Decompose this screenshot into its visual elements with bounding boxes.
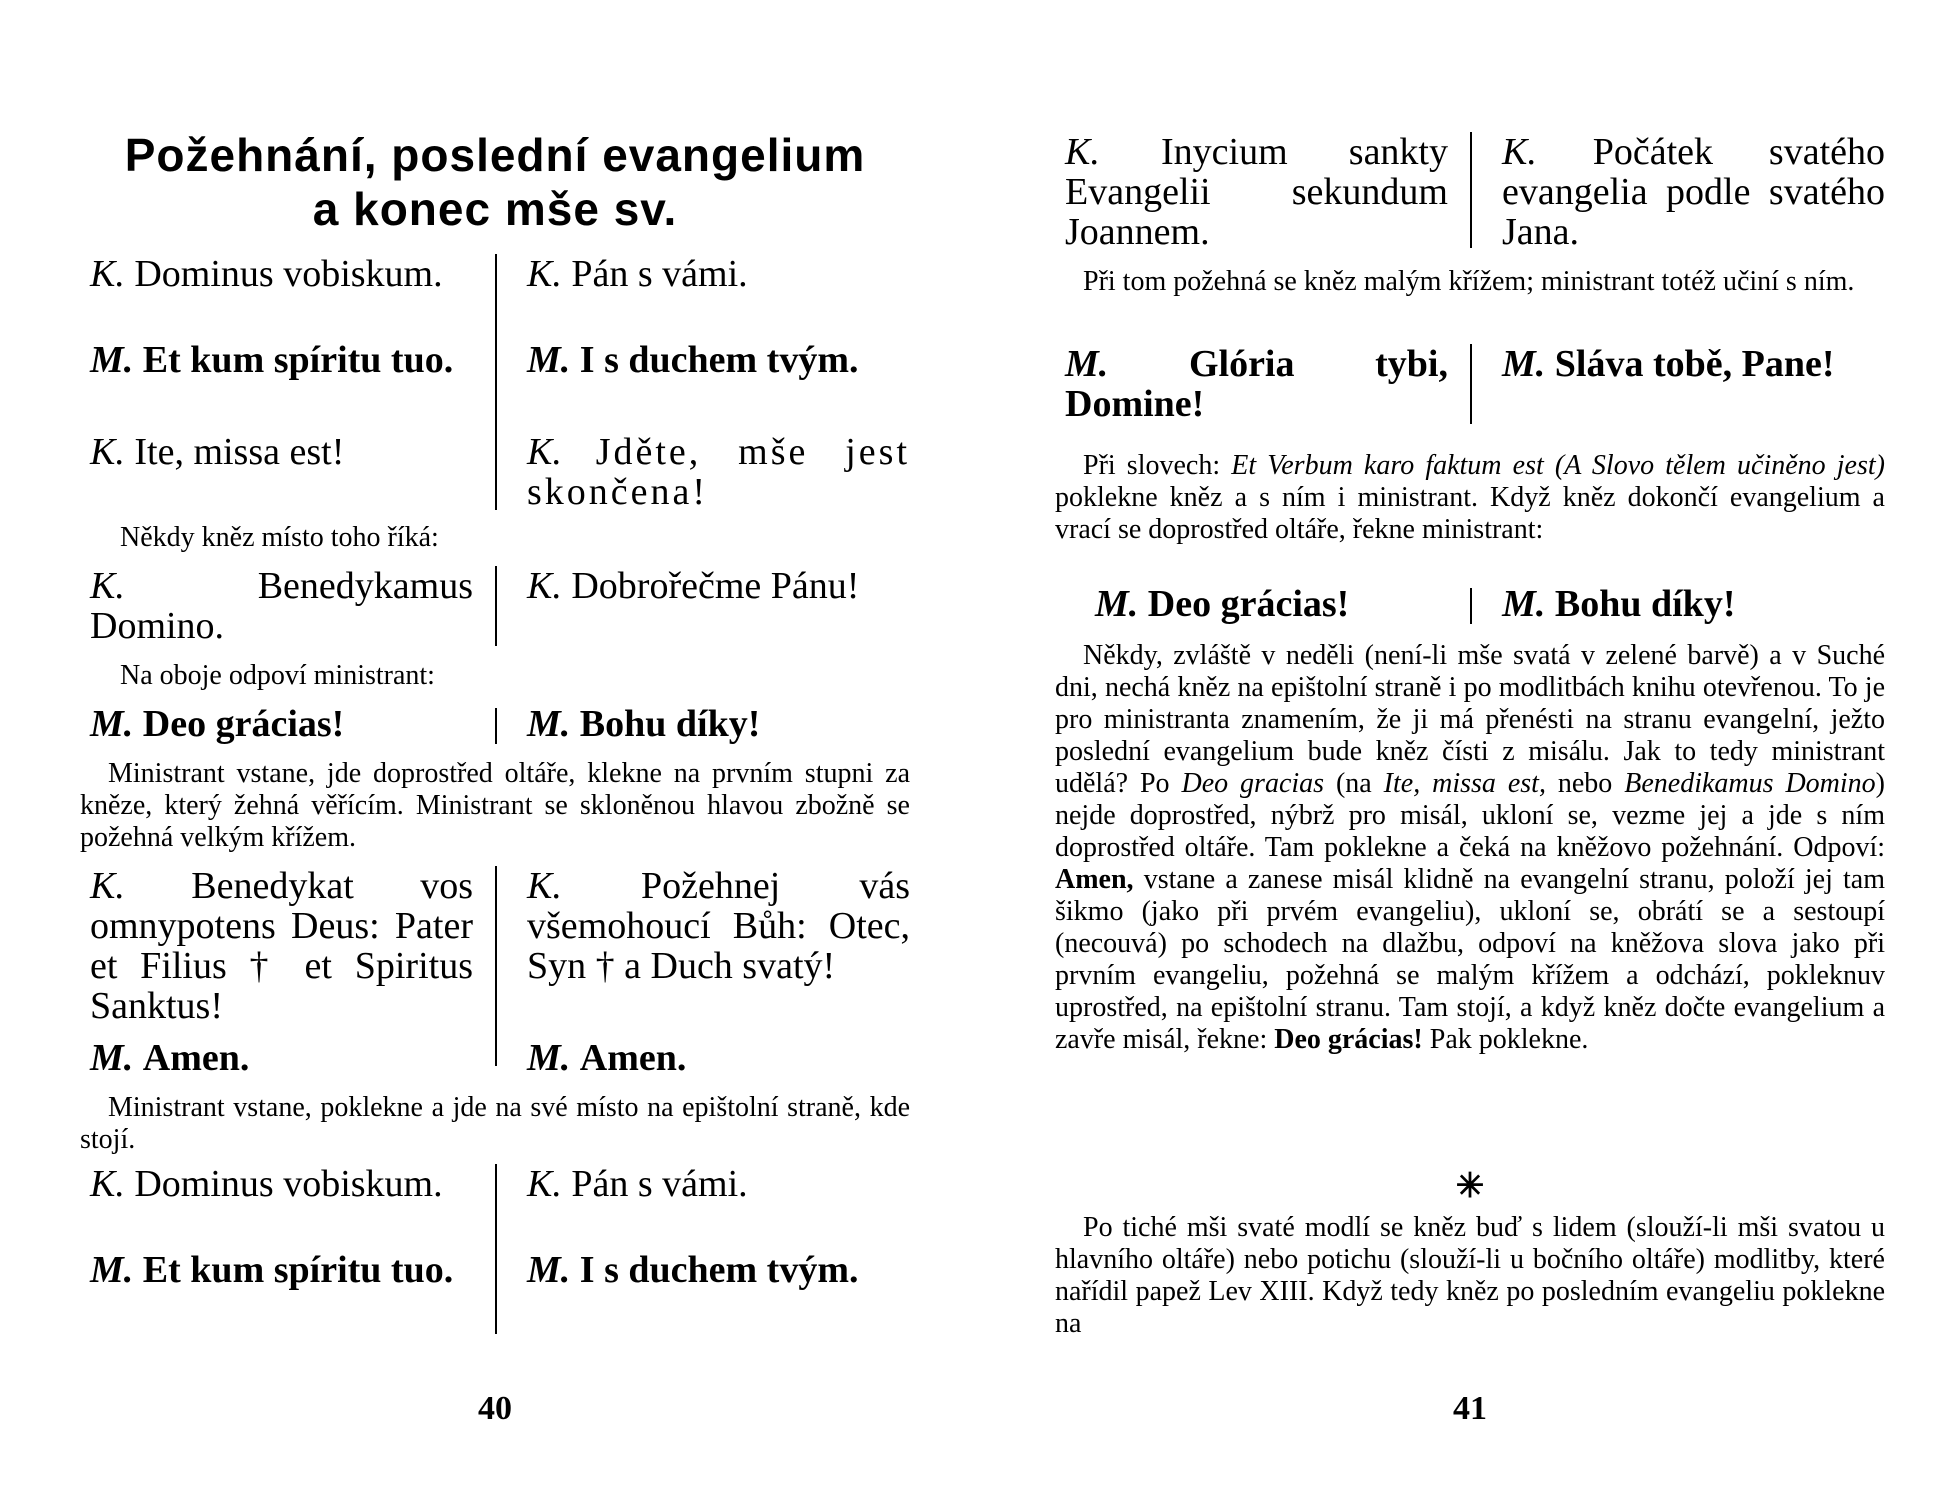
czech-column — [519, 866, 910, 1084]
speaker-k: K. — [1065, 131, 1100, 173]
speaker-m: M. — [90, 339, 134, 381]
czech-line: I s duchem tvým. — [579, 339, 859, 381]
speaker-m: M. — [1502, 583, 1546, 625]
para-text: vstane a zanese misál klidně na evangelní stranu, položí jej tam šikmo (jako při prvém evangeliu), ukloní se, obrátí se a sestoupí (necouvá) po schodech na dlažbu, odpoví na kněžova slova jako při prvním evangeliu, požehná se malým křížem a odchází, pokleknuv uprostřed, na epištolní stranu. Tam stojí, a když kněz dočte evangelium a zavře misál, řekne: — [1055, 864, 1885, 1055]
para-text: nebo — [1545, 768, 1625, 799]
czech-column — [519, 566, 910, 652]
speaker-k: K. — [527, 565, 562, 607]
speaker-m: M. — [527, 1037, 571, 1079]
latin-line: Deo grácias! — [142, 703, 345, 745]
czech-line: Pán s vámi. — [571, 253, 748, 295]
czech-column — [519, 704, 910, 750]
latin-line: Inycium sankty Evangelii sekundum Joannem. — [1065, 131, 1448, 253]
speaker-k: K. — [90, 565, 125, 607]
dialogue-block-r1 — [1055, 132, 1885, 258]
column-divider — [495, 1164, 497, 1334]
czech-line: I s duchem tvým. — [579, 1249, 859, 1291]
speaker-m: M. — [90, 703, 134, 745]
speaker-m: M. — [90, 1249, 134, 1291]
latin-line: Et kum spíritu tuo. — [142, 339, 454, 381]
speaker-m: M. — [527, 703, 571, 745]
czech-line: Amen. — [579, 1037, 687, 1079]
latin-line: Benedykamus Domino. — [90, 565, 473, 647]
para-italic: Ite, missa est, — [1383, 768, 1546, 799]
speaker-k: K. — [527, 865, 562, 907]
rubric-note — [80, 1092, 910, 1156]
latin-line: Dominus vobiskum. — [134, 253, 443, 295]
latin-line: Benedykat vos omnypotens Deus: Pater et Filius † et Spiritus Sanktus! — [90, 865, 473, 1027]
speaker-k: K. — [527, 431, 562, 473]
speaker-k: K. — [90, 865, 125, 907]
speaker-k: K. — [527, 1163, 562, 1205]
speaker-m: M. — [1065, 343, 1109, 385]
speaker-k: K. — [527, 253, 562, 295]
dialogue-block-r3 — [1055, 584, 1885, 630]
para-text: ) nejde doprostřed, nýbrž pro misál, ukloní se, vezme jej a jde s ním doprostřed oltáře. Tam poklekne a čeká na kněžovo požehnání. Odpoví: — [1055, 768, 1885, 863]
latin-column — [80, 1164, 473, 1334]
dialogue-block-5 — [80, 1164, 910, 1334]
instruction-paragraph — [1055, 640, 1885, 1056]
latin-line: Deo grácias! — [1147, 583, 1350, 625]
czech-line: Požehnej vás všemohoucí Bůh: Otec, Syn † a Duch svatý! — [527, 865, 910, 987]
latin-column — [80, 866, 473, 1084]
latin-column — [1055, 132, 1448, 258]
rubric-note — [80, 660, 910, 692]
speaker-k: K. — [90, 1163, 125, 1205]
latin-column — [1055, 584, 1448, 630]
czech-line: Jděte, mše jest skončena! — [527, 431, 910, 513]
page-number: 41 — [1453, 1390, 1487, 1427]
latin-line: Glória tybi, Domine! — [1065, 343, 1448, 425]
para-text: Pak poklekne. — [1422, 1024, 1589, 1055]
dialogue-block-4 — [80, 866, 910, 1084]
para-bold: Deo grácias! — [1274, 1024, 1423, 1055]
speaker-k: K. — [1502, 131, 1537, 173]
czech-line: Bohu díky! — [579, 703, 761, 745]
column-divider — [495, 866, 497, 1066]
para-italic: Benedikamus Domino — [1624, 768, 1876, 799]
page-number: 40 — [478, 1390, 512, 1427]
column-divider — [1470, 344, 1472, 424]
speaker-m: M. — [1502, 343, 1546, 385]
para-bold: Amen, — [1055, 864, 1134, 895]
rubric-text: Při tom požehná se kněz malým křížem; ministrant totéž učiní s ním. — [1083, 266, 1855, 297]
speaker-k: K. — [90, 253, 125, 295]
column-divider — [1470, 132, 1472, 248]
rubric-text: Ministrant vstane, poklekne a jde na své místo na epištolní straně, kde stojí. — [80, 1092, 910, 1155]
speaker-m: M. — [527, 1249, 571, 1291]
para-text: (na — [1324, 768, 1384, 799]
latin-line: Ite, missa est! — [134, 431, 345, 473]
rubric-note — [80, 758, 910, 854]
czech-line: Bohu díky! — [1554, 583, 1736, 625]
czech-column — [1494, 132, 1885, 258]
latin-line: Amen. — [142, 1037, 250, 1079]
rubric-text: Při slovech: — [1083, 450, 1232, 481]
speaker-m: M. — [1095, 583, 1139, 625]
column-divider — [1470, 588, 1472, 624]
czech-column — [1494, 584, 1885, 630]
column-divider — [495, 254, 497, 510]
latin-line: Dominus vobiskum. — [134, 1163, 443, 1205]
rubric-text: poklekne kněz a s ním i ministrant. Když kněz dokončí evangelium a vrací se doprostřed oltáře, řekne ministrant: — [1055, 482, 1885, 545]
instruction-paragraph — [1055, 1212, 1885, 1340]
speaker-m: M. — [527, 339, 571, 381]
rubric-text: Někdy kněz místo toho říká: — [120, 522, 439, 553]
dialogue-block-2 — [80, 566, 910, 652]
czech-line: Počátek svatého evangelia podle svatého Jana. — [1502, 131, 1886, 253]
rubric-note — [1055, 450, 1885, 546]
para-italic: Deo gracias — [1181, 768, 1325, 799]
rubric-note — [80, 522, 910, 554]
latin-column — [80, 566, 473, 652]
asterisk-divider: ✳ — [1455, 1168, 1485, 1205]
column-divider — [495, 566, 497, 646]
column-divider — [495, 708, 497, 744]
rubric-note — [1055, 266, 1885, 298]
title-line-1: Požehnání, poslední evangelium — [124, 129, 866, 181]
para-text: Po tiché mši svaté modlí se kněz buď s lidem (slouží-li mši svatou u hlavního oltáře) nebo potichu (slouží-li u bočního oltáře) modlitby, které nařídil papež Lev XIII. Když tedy kněz po posledním evangeliu poklekne na — [1055, 1212, 1885, 1339]
rubric-text: Ministrant vstane, jde doprostřed oltáře, klekne na prvním stupni za kněze, který žehná věřícím. Ministrant se skloněnou hlavou zbožně se požehná velkým křížem. — [80, 758, 910, 853]
czech-line: Pán s vámi. — [571, 1163, 748, 1205]
latin-column — [80, 704, 473, 750]
page-title — [80, 128, 910, 236]
latin-column — [80, 254, 473, 518]
latin-column — [1055, 344, 1448, 430]
dialogue-block-3 — [80, 704, 910, 750]
dialogue-block-1 — [80, 254, 910, 518]
para-text: Někdy, zvláště v neděli (není-li mše svatá v zelené barvě) a v Suché dni, nechá kněz na epištolní straně i po modlitbách knihu otevřenou. To je pro ministranta znamením, že ji má přenésti na stranu evangelní, ježto poslední evangelium bude kněz čísti z misálu. Jak to tedy ministrant udělá? Po — [1055, 640, 1885, 799]
czech-line: Dobrořečme Pánu! — [571, 565, 860, 607]
speaker-m: M. — [90, 1037, 134, 1079]
czech-column — [1494, 344, 1885, 430]
rubric-italic: Et Verbum karo faktum est (A Slovo tělem učiněno jest) — [1231, 450, 1885, 481]
czech-column — [519, 1164, 910, 1334]
speaker-k: K. — [90, 431, 125, 473]
title-line-2: a konec mše sv. — [312, 183, 678, 235]
latin-line: Et kum spíritu tuo. — [142, 1249, 454, 1291]
czech-column — [519, 254, 910, 518]
rubric-text: Na oboje odpoví ministrant: — [120, 660, 435, 691]
czech-line: Sláva tobě, Pane! — [1554, 343, 1835, 385]
dialogue-block-r2 — [1055, 344, 1885, 430]
